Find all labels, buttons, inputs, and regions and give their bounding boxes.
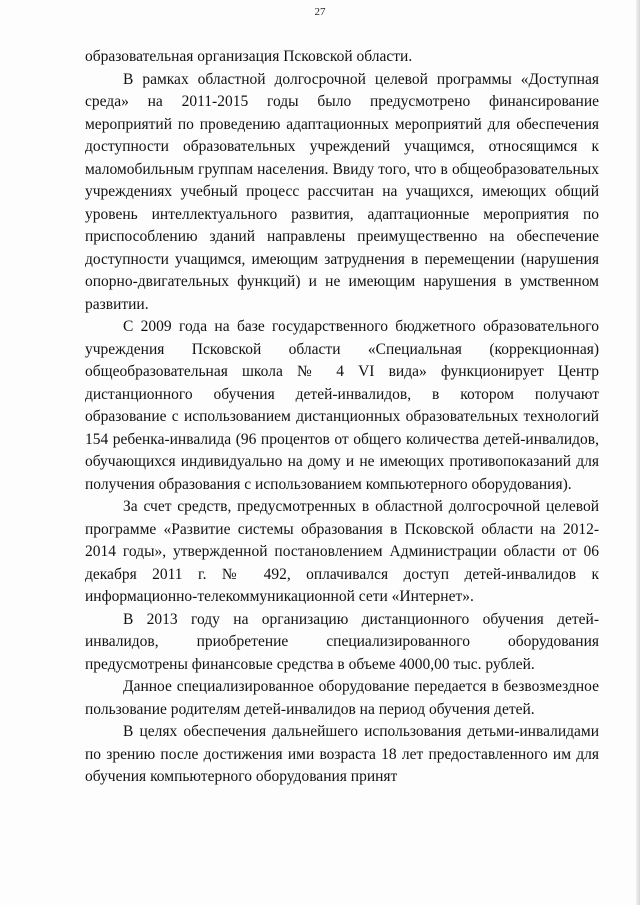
paragraph-continuation: образовательная организация Псковской области. (85, 48, 413, 65)
document-body (85, 46, 599, 789)
paragraph-internet-access: За счет средств, предусмотренных в областной долгосрочной целевой программе «Развитие системы образования в Псковской области на 2012-2014 годы», утвержденной постановлением Администрации области от 06 декабря 2011 г. № 492, оплачивался доступ детей-инвалидов к информационно-телекоммуникационной сети «Интернет». (85, 498, 599, 605)
paragraph-accessible-environment: В рамках областной долгосрочной целевой программы «Доступная среда» на 2011-2015 годы было предусмотрено финансирование мероприятий по проведению адаптационных мероприятий для обеспечения доступности образовательных учреждений учащимся, относящимся к маломобильным группам населения. Ввиду того, что в общеобразовательных учреждениях учебный процесс рассчитан на учащихся, имеющих общий уровень интеллектуального развития, адаптационные мероприятия по приспособлению зданий направлены преимущественно на обеспечение доступности учащимся, имеющим затруднения в перемещении (нарушения опорно-двигательных функций) и не имеющим нарушения в умственном развитии. (85, 70, 599, 313)
page-number: 27 (314, 6, 326, 18)
scan-edge (636, 0, 640, 905)
paragraph-equipment-after-18: В целях обеспечения дальнейшего использования детьми-инвалидами по зрению после достижения ими возраста 18 лет предоставленного им для обучения компьютерного оборудования принят (85, 723, 599, 785)
paragraph-distance-learning-center: С 2009 года на базе государственного бюджетного образовательного учреждения Псковской области «Специальная (коррекционная) общеобразовательная школа № 4 VI вида» функционирует Центр дистанционного обучения детей-инвалидов, в котором получают образование с использованием дистанционных образовательных технологий 154 ребенка-инвалида (96 процентов от общего количества детей-инвалидов, обучающихся индивидуально на дому и не имеющих противопоказаний для получения образования с использованием компьютерного оборудования). (85, 318, 599, 493)
paragraph-2013-funding: В 2013 году на организацию дистанционного обучения детей-инвалидов, приобретение специализированного оборудования предусмотрены финансовые средства в объеме 4000,00 тыс. рублей. (85, 610, 599, 673)
paragraph-equipment-transfer: Данное специализированное оборудование передается в безвозмездное пользование родителям детей-инвалидов на период обучения детей. (85, 678, 599, 718)
